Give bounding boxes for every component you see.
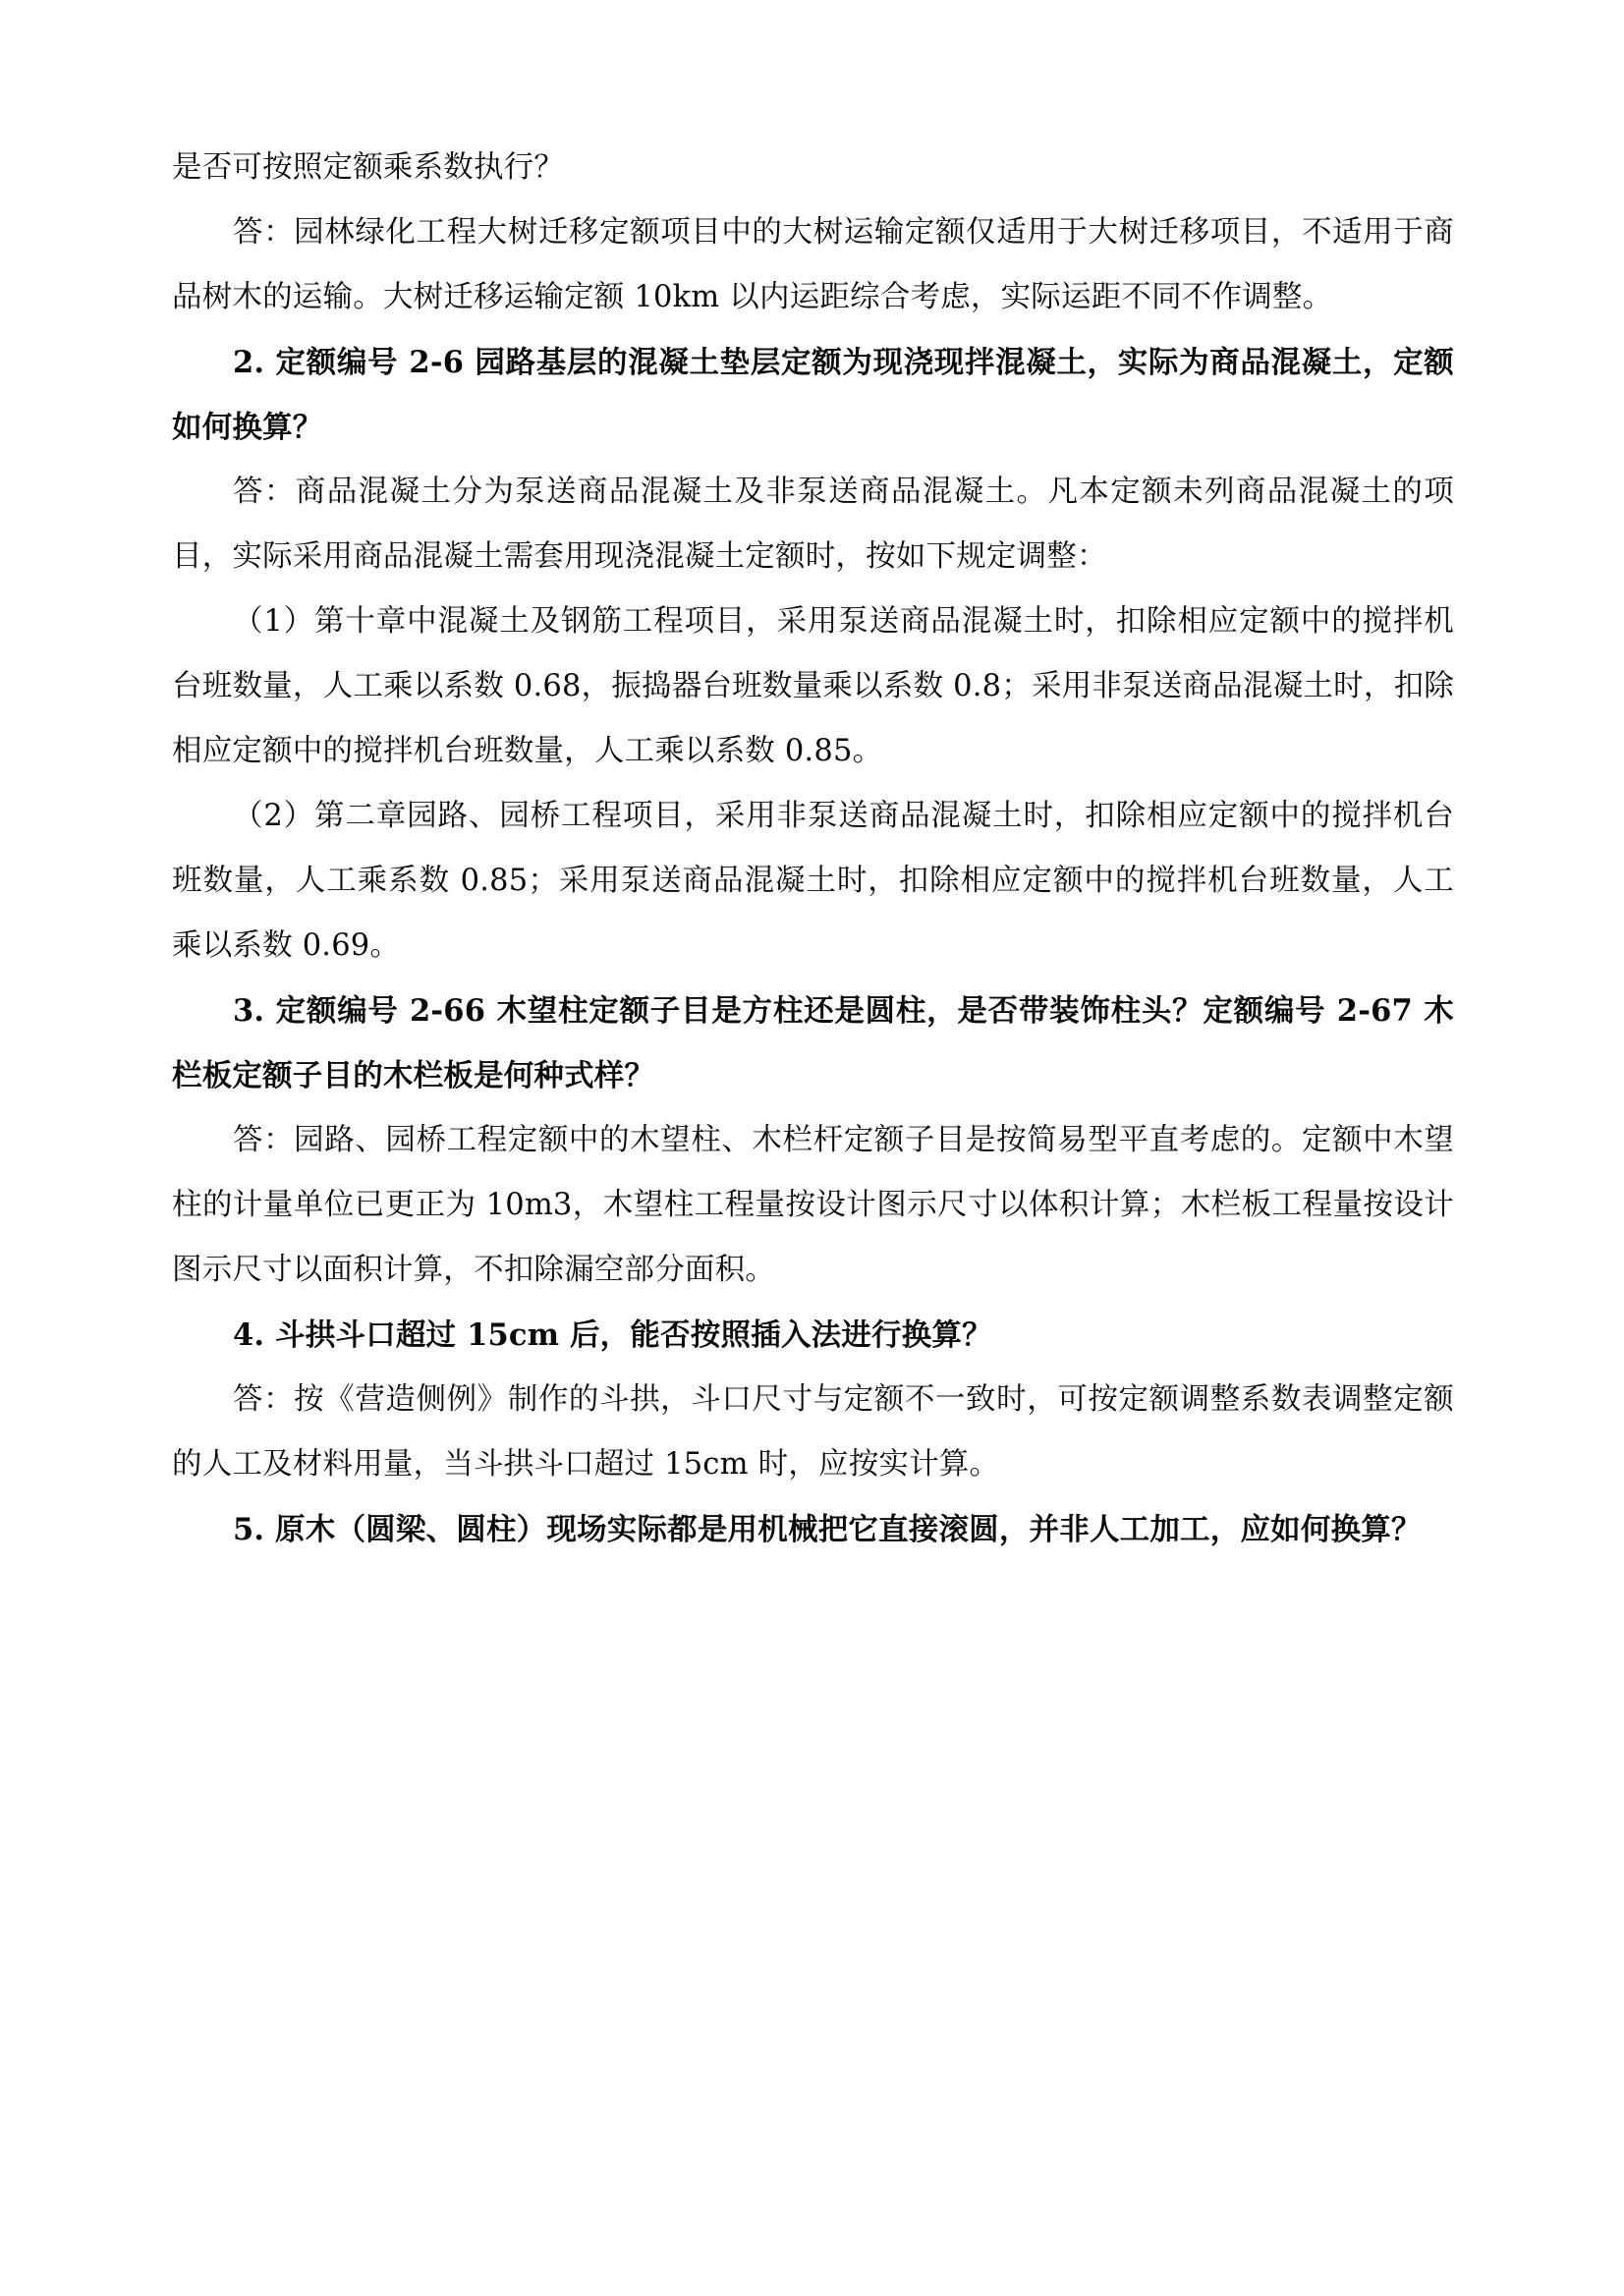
paragraph-answer-2: 答：商品混凝土分为泵送商品混凝土及非泵送商品混凝土。凡本定额未列商品混凝土的项目，实际采用商品混凝土需套用现浇混凝土定额时，按如下规定调整： — [172, 475, 1454, 574]
paragraph-answer-1: 答：园林绿化工程大树迁移定额项目中的大树运输定额仅适用于大树迁移项目，不适用于商品树木的运输。大树迁移运输定额 10km 以内运距综合考虑，实际运距不同不作调整。 — [172, 215, 1454, 314]
paragraph-question-2-heading: 2. 定额编号 2-6 园路基层的混凝土垫层定额为现浇现拌混凝土，实际为商品混凝土，定额如何换算？ — [172, 345, 1454, 445]
paragraph-question-1-continuation: 是否可按照定额乘系数执行？ — [172, 150, 565, 185]
paragraph-question-5-heading: 5. 原木（圆梁、圆柱）现场实际都是用机械把它直接滚圆，并非人工加工，应如何换算？ — [233, 1512, 1422, 1547]
paragraph-answer-3: 答：园路、园桥工程定额中的木望柱、木栏杆定额子目是按简易型平直考虑的。定额中木望柱的计量单位已更正为 10m3，木望柱工程量按设计图示尺寸以体积计算；木栏板工程量按设计图示尺寸以面积计算，不扣除漏空部分面积。 — [172, 1123, 1454, 1287]
paragraph-question-4-heading: 4. 斗拱斗口超过 15cm 后，能否按照插入法进行换算？ — [233, 1317, 992, 1353]
paragraph-answer-2-item-2: （2）第二章园路、园桥工程项目，采用非泵送商品混凝土时，扣除相应定额中的搅拌机台班数量，人工乘系数 0.85；采用泵送商品混凝土时，扣除相应定额中的搅拌机台班数量，人工乘以系数 0.69。 — [172, 799, 1454, 963]
document-body — [172, 136, 1454, 1562]
paragraph-answer-2-item-1: （1）第十章中混凝土及钢筋工程项目，采用泵送商品混凝土时，扣除相应定额中的搅拌机台班数量，人工乘以系数 0.68，振捣器台班数量乘以系数 0.8；采用非泵送商品混凝土时，扣除相应定额中的搅拌机台班数量，人工乘以系数 0.85。 — [172, 604, 1454, 768]
paragraph-question-3-heading: 3. 定额编号 2-66 木望柱定额子目是方柱还是圆柱，是否带装饰柱头？定额编号 2-67 木栏板定额子目的木栏板是何种式样？ — [172, 993, 1454, 1093]
paragraph-answer-4: 答：按《营造侧例》制作的斗拱，斗口尺寸与定额不一致时，可按定额调整系数表调整定额的人工及材料用量，当斗拱斗口超过 15cm 时，应按实计算。 — [172, 1382, 1454, 1482]
